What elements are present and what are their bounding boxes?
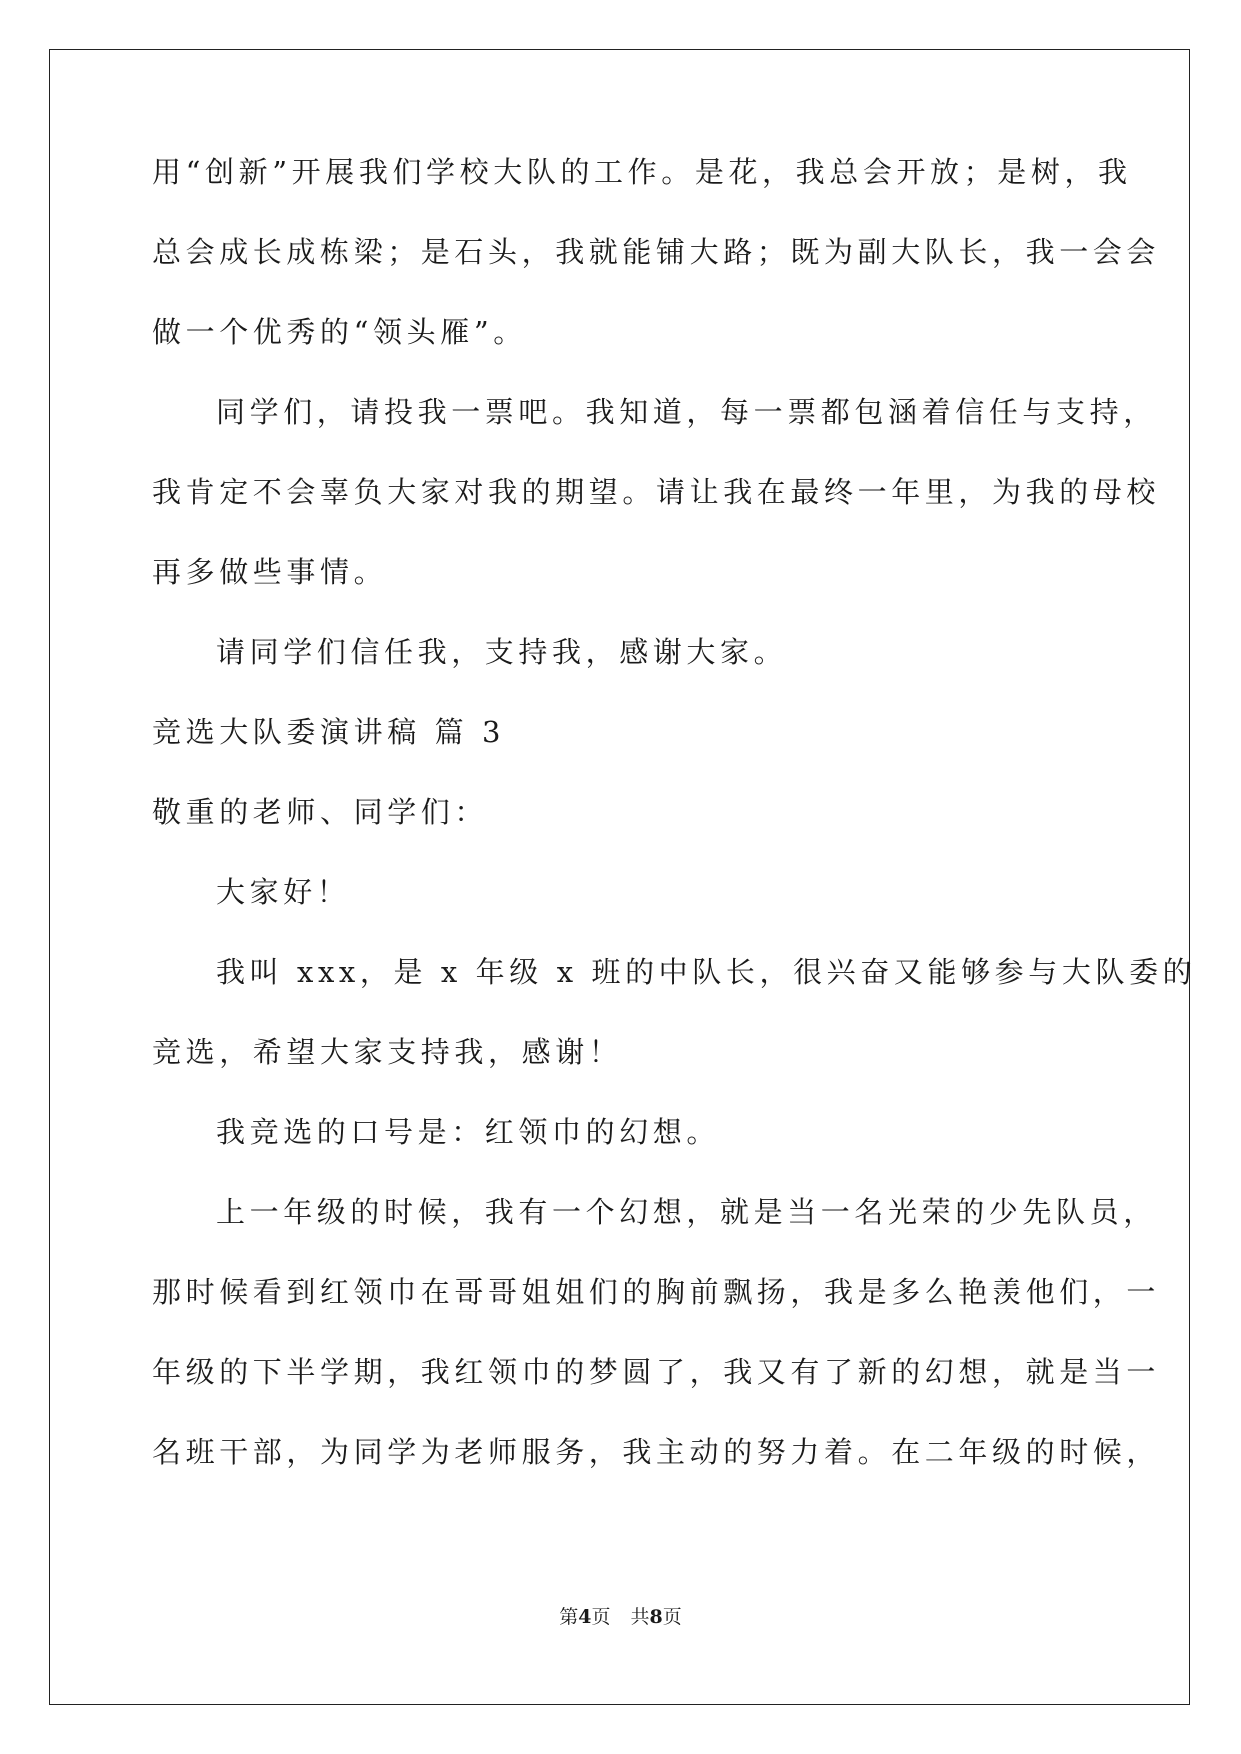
page-suffix: 页 [591, 1606, 611, 1628]
body-line: 总会成长成栋梁；是石头，我就能铺大路；既为副大队长，我一会会 [152, 235, 1161, 269]
body-line: 同学们，请投我一票吧。我知道，每一票都包涵着信任与支持， [216, 395, 1157, 429]
body-line: 用“创新”开展我们学校大队的工作。是花，我总会开放；是树，我 [152, 155, 1132, 189]
body-line: 名班干部，为同学为老师服务，我主动的努力着。在二年级的时候， [152, 1435, 1161, 1469]
greeting: 大家好！ [216, 875, 351, 909]
body-line: 我叫 xxx，是 x 年级 x 班的中队长，很兴奋又能够参与大队委的 [216, 955, 1197, 989]
page-prefix: 第 [559, 1606, 579, 1628]
body-line: 那时候看到红领巾在哥哥姐姐们的胸前飘扬，我是多么艳羡他们，一 [152, 1275, 1161, 1309]
body-line: 我肯定不会辜负大家对我的期望。请让我在最终一年里，为我的母校 [152, 475, 1161, 509]
salutation: 敬重的老师、同学们： [152, 795, 489, 829]
page-number: 4 [578, 1606, 592, 1628]
total-pages: 8 [649, 1606, 663, 1628]
body-line: 再多做些事情。 [152, 555, 388, 589]
total-prefix: 共 [630, 1606, 650, 1628]
total-suffix: 页 [662, 1606, 682, 1628]
body-line: 请同学们信任我，支持我，感谢大家。 [216, 635, 788, 669]
body-line: 年级的下半学期，我红领巾的梦圆了，我又有了新的幻想，就是当一 [152, 1355, 1161, 1389]
body-line: 上一年级的时候，我有一个幻想，就是当一名光荣的少先队员， [216, 1195, 1157, 1229]
page-footer [0, 1605, 1241, 1629]
body-line: 做一个优秀的“领头雁”。 [152, 315, 527, 349]
section-heading: 竞选大队委演讲稿 篇 3 [152, 715, 506, 749]
body-line: 我竞选的口号是：红领巾的幻想。 [216, 1115, 721, 1149]
body-line: 竞选，希望大家支持我，感谢！ [152, 1035, 623, 1069]
